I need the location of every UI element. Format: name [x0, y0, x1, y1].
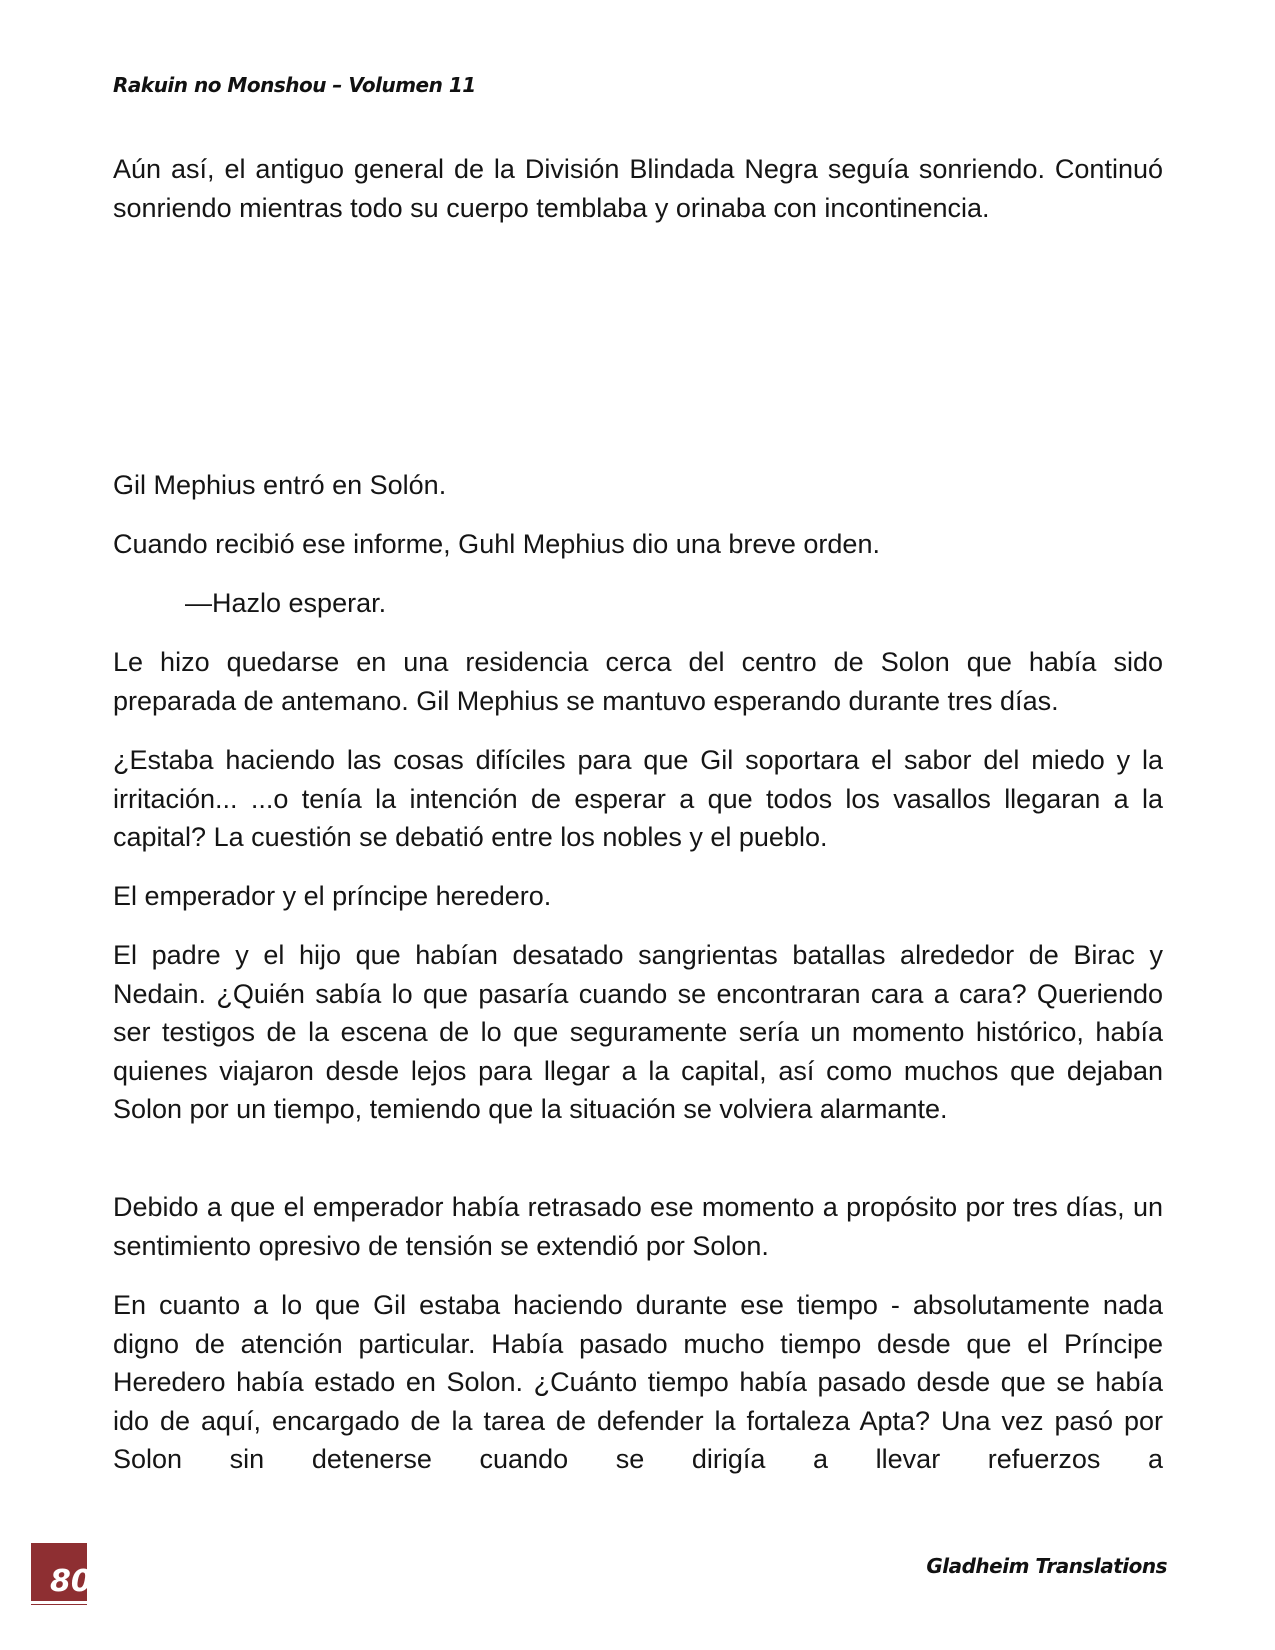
- page-number: 80: [50, 1564, 92, 1599]
- paragraph-6: ¿Estaba haciendo las cosas difíciles para que Gil soportara el sabor del miedo y la irritación... ...o tenía la intención de esperar a que todos los vasallos llegaran a la capital? La cuestión se debatió entre los nobles y el pueblo.: [113, 745, 1163, 853]
- paragraph-1: Aún así, el antiguo general de la División Blindada Negra seguía sonriendo. Continuó sonriendo mientras todo su cuerpo temblaba y orinaba con incontinencia.: [113, 154, 1163, 223]
- paragraph-3: Cuando recibió ese informe, Guhl Mephius dio una breve orden.: [113, 529, 880, 559]
- footer-credit: Gladheim Translations: [926, 1554, 1167, 1578]
- running-header-title: Rakuin no Monshou – Volumen 11: [113, 73, 476, 97]
- paragraph-5: Le hizo quedarse en una residencia cerca del centro de Solon que había sido preparada de antemano. Gil Mephius se mantuvo esperando durante tres días.: [113, 647, 1163, 716]
- paragraph-dialogue: —Hazlo esperar.: [185, 588, 387, 618]
- paragraph-10: En cuanto a lo que Gil estaba haciendo durante ese tiempo - absolutamente nada digno de atención particular. Había pasado mucho tiempo desde que el Príncipe Heredero había estado en Solon. ¿Cuánto tiempo había pasado desde que se había ido de aquí, encargado de la tarea de defender la fortaleza Apta? Una vez pasó por Solon sin detenerse cuando se dirigía a llevar refuerzos a: [113, 1290, 1163, 1475]
- paragraph-9: Debido a que el emperador había retrasado ese momento a propósito por tres días, un sentimiento opresivo de tensión se extendió por Solon.: [113, 1192, 1163, 1261]
- paragraph-8: El padre y el hijo que habían desatado sangrientas batallas alrededor de Birac y Nedain. ¿Quién sabía lo que pasaría cuando se encontraran cara a cara? Queriendo ser testigos de la escena de lo que seguramente sería un momento histórico, había quienes viajaron desde lejos para llegar a la capital, así como muchos que dejaban Solon por un tiempo, temiendo que la situación se volviera alarmante.: [113, 940, 1163, 1125]
- page-number-underline: [31, 1601, 87, 1604]
- paragraph-7: El emperador y el príncipe heredero.: [113, 881, 552, 911]
- paragraph-2: Gil Mephius entró en Solón.: [113, 470, 447, 500]
